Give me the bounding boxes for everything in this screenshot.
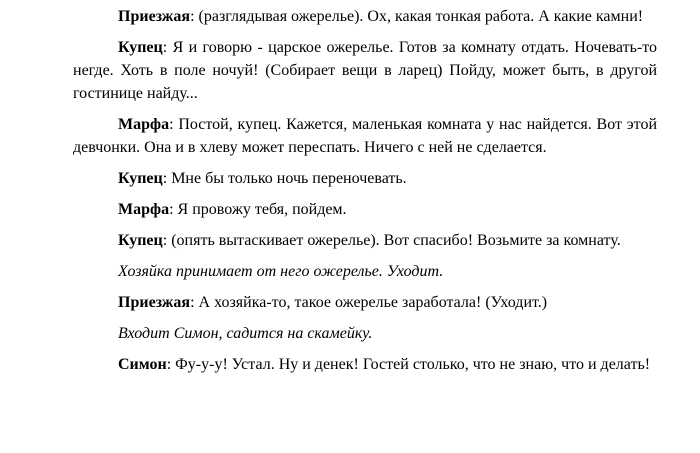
stage-direction-text: Входит Симон, садится на скамейку. xyxy=(118,325,373,342)
dialogue-paragraph xyxy=(73,5,657,28)
dialogue-paragraph xyxy=(73,167,657,190)
speaker-separator: : xyxy=(162,170,172,187)
dialogue-paragraph xyxy=(73,229,657,252)
speaker-separator: : xyxy=(162,232,172,249)
speaker-name: Марфа xyxy=(118,116,170,133)
speaker-name: Купец xyxy=(118,39,163,56)
dialogue-text: (разглядывая ожерелье). Ох, какая тонкая работа. А какие камни! xyxy=(198,8,644,25)
speaker-separator: : xyxy=(162,39,173,56)
speaker-name: Симон xyxy=(118,356,167,373)
stage-direction-text: Хозяйка принимает от него ожерелье. Уходит. xyxy=(118,263,444,280)
speaker-separator: : xyxy=(169,116,179,133)
dialogue-paragraph xyxy=(73,198,657,221)
dialogue-text: Постой, купец. Кажется, маленькая комната у нас найдется. Вот этой девчонки. Она и в хлеву может переспать. Ничего с ней не сделается. xyxy=(73,116,658,156)
dialogue-paragraph xyxy=(73,291,657,314)
dialogue-text: Фу-у-у! Устал. Ну и денек! Гостей столько, что не знаю, что и делать! xyxy=(175,356,651,373)
speaker-name: Купец xyxy=(118,170,163,187)
dialogue-paragraph xyxy=(73,353,657,376)
stage-direction xyxy=(73,260,657,283)
speaker-name: Марфа xyxy=(118,201,170,218)
stage-direction xyxy=(73,322,657,345)
speaker-separator: : xyxy=(190,8,199,25)
speaker-separator: : xyxy=(190,294,199,311)
speaker-name: Купец xyxy=(118,232,163,249)
dialogue-text: Я провожу тебя, пойдем. xyxy=(177,201,347,218)
dialogue-text: Мне бы только ночь переночевать. xyxy=(171,170,407,187)
dialogue-text: А хозяйка-то, такое ожерелье заработала! (Уходит.) xyxy=(198,294,548,311)
dialogue-text: (опять вытаскивает ожерелье). Вот спасибо! Возьмите за комнату. xyxy=(171,232,621,249)
dialogue-paragraph xyxy=(73,113,657,159)
dialogue-paragraph xyxy=(73,36,657,105)
speaker-name: Приезжая xyxy=(118,294,191,311)
dialogue-text: Я и говорю - царское ожерелье. Готов за комнату отдать. Ночевать-то негде. Хоть в поле ночуй! (Собирает вещи в ларец) Пойду, может быть, в другой гостинице найду... xyxy=(73,39,657,102)
speaker-separator: : xyxy=(166,356,176,373)
speaker-separator: : xyxy=(169,201,178,218)
speaker-name: Приезжая xyxy=(118,8,191,25)
